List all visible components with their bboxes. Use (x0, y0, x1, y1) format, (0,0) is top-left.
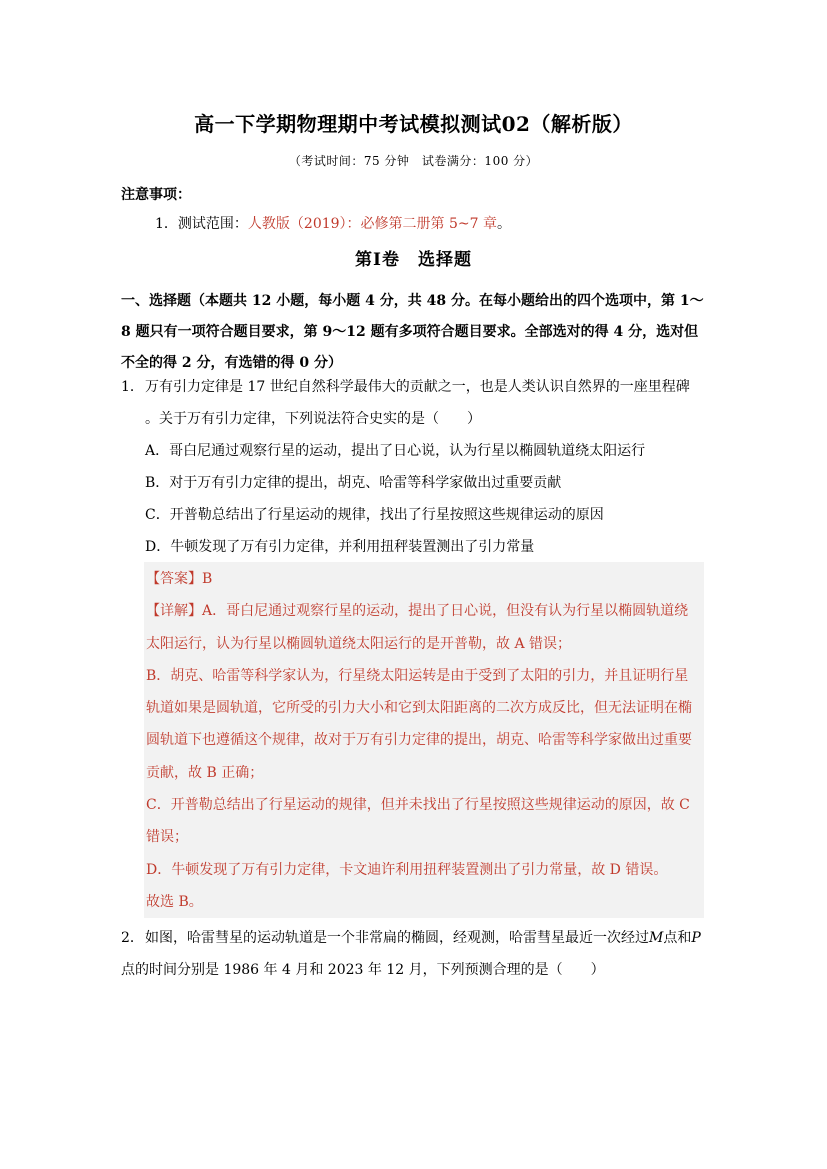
option-d: D．牛顿发现了万有引力定律，并利用扭秤装置测出了引力常量 (145, 539, 535, 555)
exam-info: （考试时间：75 分钟 试卷满分：100 分） (288, 154, 539, 168)
stem-part: 点的时间分别是 1986 年 4 月和 2023 年 12 月，下列预测合理的是（ ） (121, 962, 605, 978)
notice-item-1 (155, 213, 511, 233)
analysis-d: D．牛顿发现了万有引力定律，卡文迪许利用扭秤装置测出了引力常量，故 D 错误。 (146, 861, 668, 878)
analysis-a: 【详解】A．哥白尼通过观察行星的运动，提出了日心说，但没有认为行星以椭圆轨道绕太阳运行，认为行星以椭圆轨道绕太阳运行的是开普勒，故 A 错误； (146, 603, 689, 652)
question-2 (121, 922, 706, 986)
analysis-conclusion: 故选 B。 (146, 893, 203, 910)
option-b: B．对于万有引力定律的提出，胡克、哈雷等科学家做出过重要贡献 (145, 475, 562, 491)
question-1 (121, 371, 706, 563)
notice-heading: 注意事项： (121, 187, 191, 203)
answer-analysis (146, 563, 702, 918)
notice-scope: 人教版（2019）：必修第二册第 5~7 章 (247, 216, 497, 232)
point-m: M (649, 930, 664, 946)
stem-part: 如图，哈雷彗星的运动轨道是一个非常扁的椭圆，经观测，哈雷彗星最近一次经过 (145, 930, 649, 946)
answer-label: 【答案】B (146, 571, 213, 587)
option-a: A．哥白尼通过观察行星的运动，提出了日心说，认为行星以椭圆轨道绕太阳运行 (145, 443, 646, 459)
stem-part: 点和 (663, 930, 692, 946)
analysis-c: C．开普勒总结出了行星运动的规律，但并未找出了行星按照这些规律运动的原因，故 C 错误； (146, 797, 690, 846)
notice-suffix: 。 (497, 216, 511, 232)
question-number: 2． (121, 930, 144, 946)
point-p: P (691, 930, 701, 946)
analysis-b: B．胡克、哈雷等科学家认为，行星绕太阳运转是由于受到了太阳的引力，并且证明行星轨道如果是圆轨道，它所受的引力大小和它到太阳距离的二次方成反比，但无法证明在椭圆轨道下也遵循这个规律，故对于万有引力定律的提出，胡克、哈雷等科学家做出过重要贡献，故 B 正确； (146, 667, 692, 781)
question-1-stem (121, 371, 706, 403)
stem-line: 万有引力定律是 17 世纪自然科学最伟大的贡献之一，也是人类认识自然界的一座里程碑 (145, 379, 690, 395)
option-c: C．开普勒总结出了行星运动的规律，找出了行星按照这些规律运动的原因 (145, 507, 604, 523)
section-title: 第Ⅰ卷 选择题 (355, 250, 472, 270)
section-instructions: 一、选择题（本题共 12 小题，每小题 4 分，共 48 分。在每小题给出的四个选项中，第 1～8 题只有一项符合题目要求，第 9～12 题有多项符合题目要求。全部选对的得 4 分，选对但不全的得 2 分，有选错的得 0 分） (121, 293, 704, 371)
page-title: 高一下学期物理期中考试模拟测试02（解析版） (194, 112, 633, 136)
question-number: 1． (121, 379, 144, 395)
notice-prefix: 1．测试范围： (155, 216, 248, 232)
stem-line: 。关于万有引力定律，下列说法符合史实的是（ ） (145, 411, 481, 427)
